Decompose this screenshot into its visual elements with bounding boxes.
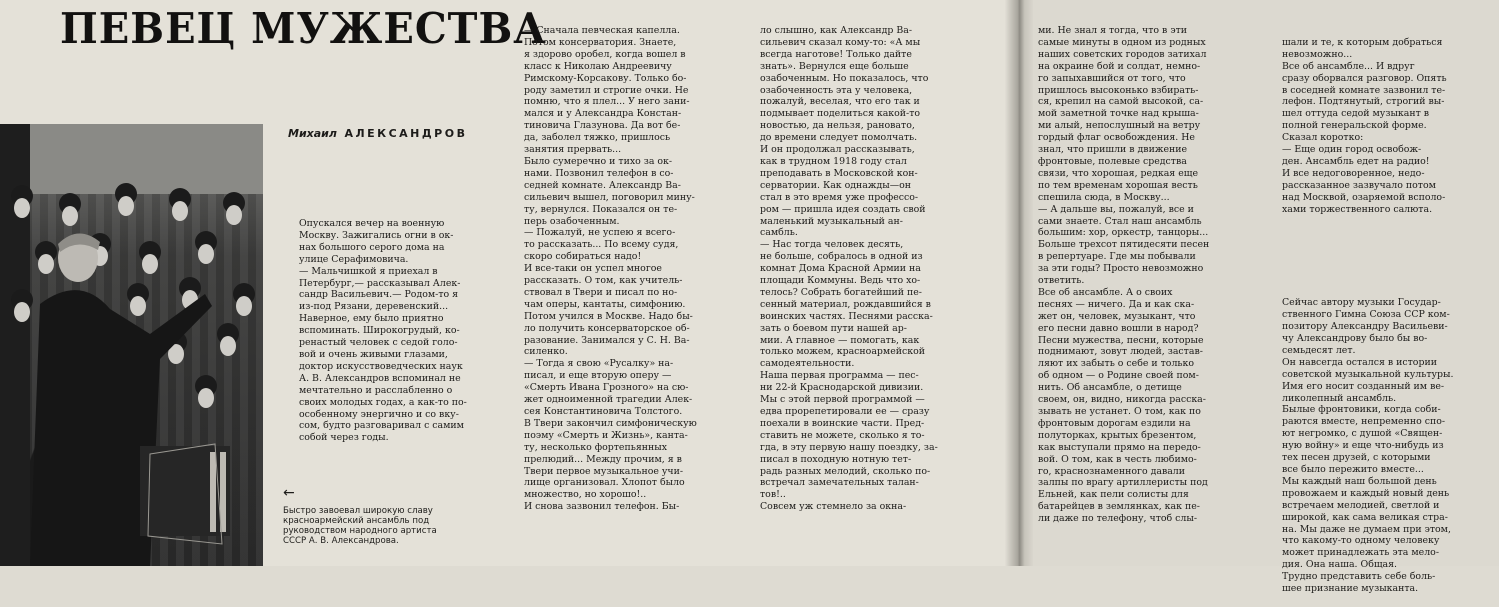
column-spacer — [1282, 227, 1497, 285]
caption-arrow-icon: ← — [283, 485, 295, 501]
article-headline: ПЕВЕЦ МУЖЕСТВА — [60, 4, 547, 54]
author-first-name: Михаил — [288, 127, 337, 140]
text-column-1: Опускался вечер на военную Москву. Зажигались огни в ок- нах большого серого дома на улице Серафимовича. — Мальчишкой я приехал в Петербург,— рассказывал Алек- сандр Васильевич.— Родом-то я из-под Рязани, деревенский... Наверное, ему было приятно вспоминать. Широкогрудый, ко- ренастый человек с седой голо- вой и очень живыми глазами, доктор искусствоведческих наук А. В. Александров вспоминал не мечтательно и расслабленно о своих молодых годах, а как-то по- особенному энергично и со вку- сом, будто разговаривал с самим собой через годы. — [299, 218, 467, 444]
author-byline — [288, 127, 467, 140]
text-column-5-part-2: Сейчас автору музыки Государ- ственного Гимна Союза ССР ком- позитору Александру Васильеви- чу Александрову было бы во- семьдесят лет. Он навсегда остался в истории советской музыкальной культуры. Имя его носит созданный им ве- ликолепный ансамбль. Былые фронтовики, когда соби- раются вместе, непременно спо- ют негромко, с душой «Священ- ную войну» и еще что-нибудь из тех песен друзей, с которыми все было пережито вместе... Мы каждый наш большой день провожаем и каждый новый день встречаем мелодией, светлой и широкой, как сама великая стра- на. Мы даже не думаем при этом, что какому-то одному человеку может принадлежать эта мело- дия. Она наша. Общая. Трудно представить себе боль- шее признание музыканта. — [1282, 297, 1454, 595]
text-column-5-part-1: шали и те, к которым добраться невозможно... Все об ансамбле... И вдруг сразу оборвался разговор. Опять в соседней комнате зазвонил те- лефон. Подтянутый, строгий вы- шел оттуда седой музыкант в полной генеральской форме. Сказал коротко: — Еще один город освобож- ден. Ансамбль едет на радио! И все недоговоренное, недо- рассказанное зазвучало потом над Москвой, озаряемой всполо- хами торжественного салюта. — [1282, 36, 1447, 215]
choir-photo — [0, 124, 263, 566]
text-column-2: — Сначала певческая капелла. Потом консерватория. Знаете, я здорово оробел, когда вошел в класс к Николаю Андреевичу Римскому-Корсакову. Только бо- роду заметил и строгие очки. Не помню, что я плел... У него зани- мался и у Александра Констан- тиновича Глазунова. Да вот бе- да, заболел тяжко, пришлось занятия прервать... Было сумеречно и тихо за ок- нами. Позвонил телефон в со- седней комнате. Александр Ва- сильевич вышел, поговорил мину- ту, вернулся. Показался он те- перь озабоченным. — Пожалуй, не успею я всего- то рассказать... По всему судя, скоро собираться надо! И все-таки он успел многое рассказать. О том, как учитель- ствовал в Твери и писал по но- чам оперы, кантаты, симфонию. Потом учился в Москве. Надо бы- ло получить консерваторское об- разование. Занимался у С. Н. Ва- силенко. — Тогда я свою «Русалку» на- писал, и еще вторую оперу — «Смерть Ивана Грозного» на сю- жет одноименной трагедии Алек- сея Константиновича Толстого. В Твери закончил симфоническую поэму «Смерть и Жизнь», канта- ту, несколько фортепьянных прелюдий... Между прочим, я в Твери первое музыкальное учи- лище организовал. Хлопот было множество, но хорошо!.. И снова зазвонил телефон. Бы- — [524, 25, 697, 513]
page-gutter — [1005, 0, 1033, 566]
choir-photo-illustration — [0, 124, 263, 566]
author-last-name: АЛЕКСАНДРОВ — [344, 127, 468, 140]
text-column-4: ми. Не знал я тогда, что в эти самые минуты в одном из родных наших советских городов затихал на окраине бой и солдат, немно- го запыхавшийся от того, что пришлось высоконько взбирать- ся, крепил на самой высокой, са- мой заметной точке над крыша- ми алый, непослушный на ветру гордый флаг освобождения. Не знал, что пришли в движение фронтовые, полевые средства связи, что хорошая, редкая еще по тем временам хорошая весть спешила сюда, в Москву... — А дальше вы, пожалуй, все и сами знаете. Стал наш ансамбль большим: хор, оркестр, танцоры... Больше трехсот пятидесяти песен в репертуаре. Где мы побывали за эти годы? Просто невозможно ответить. Все об ансамбле. А о своих песнях — ничего. Да и как ска- жет он, человек, музыкант, что его песни давно вошли в народ? Песни мужества, песни, которые поднимают, зовут людей, застав- ляют их забыть о себе и только об одном — о Родине своей пом- нить. Об ансамбле, о детище своем, он, видно, никогда расска- зывать не устанет. О том, как по фронтовым дорогам ездили на полуторках, крытых брезентом, как выступали прямо на передо- вой. О том, как в честь любимо- го, краснознаменного давали залпы по врагу артиллеристы под Ельней, как пели солисты для батарейцев в землянках, как пе- ли даже по телефону, чтоб слы- — [1038, 25, 1210, 525]
text-column-5 — [1282, 25, 1497, 595]
text-column-3: ло слышно, как Александр Ва- сильевич сказал кому-то: «А мы всегда наготове! Только дайте знать». Вернулся еще больше озабоченным. Но показалось, что озабоченность эта у человека, пожалуй, веселая, что его так и подмывает поделиться какой-то новостью, да нельзя, рановато, до времени следует помолчать. И он продолжал рассказывать, как в трудном 1918 году стал преподавать в Московской кон- серватории. Как однажды—он стал в это время уже профессо- ром — пришла идея создать свой маленький музыкальный ан- самбль. — Нас тогда человек десять, не больше, собралось в одной из комнат Дома Красной Армии на площади Коммуны. Ведь что хо- телось? Собрать богатейший пе- сенный материал, рождавшийся в воинских частях. Песнями расска- зать о боевом пути нашей ар- мии. А главное — помогать, как только можем, красноармейской самодеятельности. Наша первая программа — пес- ни 22-й Краснодарской дивизии. Мы с этой первой программой — едва прорепетировали ее — сразу поехали в воинские части. Пред- ставить не можете, сколько я то- гда, в эту первую нашу поездку, за- писал в походную нотную тет- радь разных мелодий, сколько по- встречал замечательных талан- тов!.. Совсем уж стемнело за окна- — [760, 25, 938, 513]
photo-caption: Быстро завоевал широкую славу красноармейский ансамбль под руководством народного артиста СССР А. В. Александрова. — [283, 506, 437, 546]
